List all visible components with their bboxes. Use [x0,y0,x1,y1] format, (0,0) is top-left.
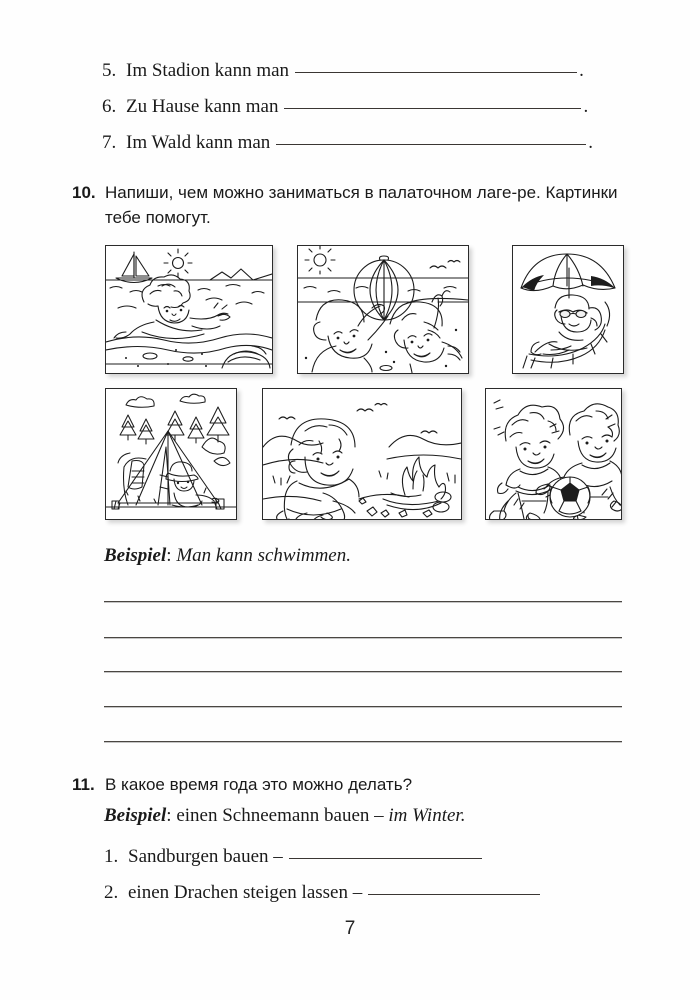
swimming-picture [105,245,273,374]
item-number: 1. [104,846,119,867]
beispiel-label: Beispiel [104,805,167,826]
answer-writing-line[interactable] [104,741,622,742]
answer-blank[interactable] [295,72,577,73]
beach-ball-picture [297,245,469,374]
item-text: einen Drachen steigen lassen – [128,882,363,903]
task-10-text: Напиши, чем можно заниматься в палаточном лаге-ре. Картинки тебе помогут. [105,183,618,227]
exercise-period: . [583,96,589,117]
task-10-number: 10. [72,183,96,202]
answer-blank[interactable] [276,144,586,145]
tent-picture [105,388,237,520]
task-11-beispiel [104,805,465,827]
task-11-item-1 [104,846,484,868]
answer-writing-line[interactable] [104,706,622,707]
exercise-item-7 [102,132,593,154]
page-number: 7 [344,918,356,939]
exercise-text: Zu Hause kann man [126,96,279,117]
exercise-period: . [579,60,584,81]
exercise-number: 5. [102,60,117,81]
item-number: 2. [104,882,119,903]
task-11-number: 11. [72,775,95,794]
task-11-question: В какое время года это можно делать? [105,775,413,794]
exercise-period: . [588,132,594,153]
answer-blank[interactable] [368,894,540,895]
campfire-picture [262,388,462,520]
item-text: Sandburgen bauen – [128,846,283,867]
beispiel-answer-text: im Winter. [388,805,466,826]
task-10-heading [72,180,628,230]
answer-blank[interactable] [284,108,581,109]
exercise-number: 6. [102,96,117,117]
answer-writing-line[interactable] [104,601,622,602]
answer-blank[interactable] [289,858,482,859]
football-picture [485,388,622,520]
task-11-item-2 [104,882,542,904]
answer-writing-line[interactable] [104,671,622,672]
beispiel-colon: : [166,545,172,566]
exercise-number: 7. [102,132,117,153]
exercise-item-6 [102,96,588,118]
sunbathing-picture [512,245,624,374]
exercise-text: Im Stadion kann man [126,60,290,81]
beispiel-label: Beispiel [104,545,167,566]
beispiel-example-text: Man kann schwimmen. [176,545,351,566]
beispiel-colon: : [166,805,172,826]
task-10-beispiel [104,545,351,567]
answer-writing-line[interactable] [104,637,622,638]
beispiel-plain-text: einen Schneemann bauen – [176,805,384,826]
task-11-heading [72,772,628,797]
exercise-text: Im Wald kann man [126,132,271,153]
exercise-item-5 [102,60,584,82]
